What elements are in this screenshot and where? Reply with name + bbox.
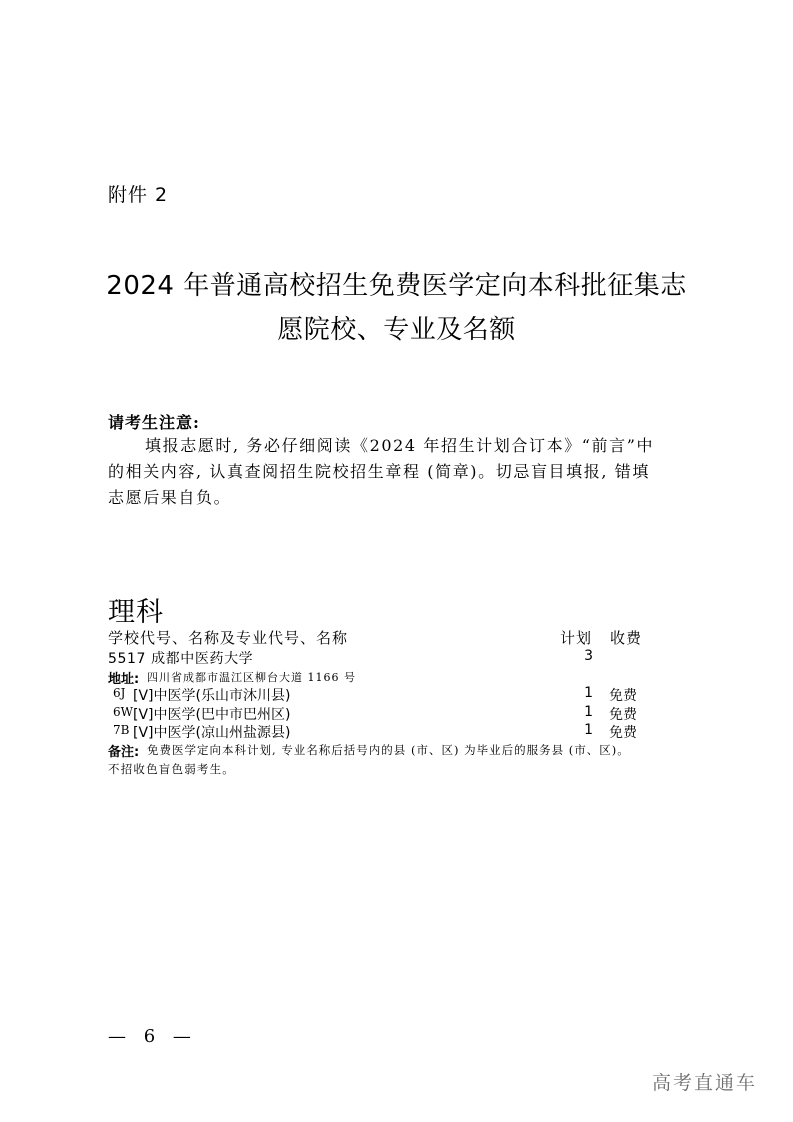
title-line-1: 2024 年普通高校招生免费医学定向本科批征集志 [106, 271, 687, 301]
notice-line-3: 志愿后果自负。 [108, 488, 232, 507]
address-text: 四川省成都市温江区柳台大道 1166 号 [147, 671, 356, 684]
major-name: [V]中医学(乐山市沐川县) [133, 688, 291, 704]
major-code: 7B [113, 723, 130, 737]
column-header-fee: 收费 [610, 629, 643, 647]
school-name: 5517 成都中医药大学 [108, 651, 254, 667]
major-code: 6W [113, 705, 133, 719]
column-header-plan: 计划 [560, 629, 593, 647]
major-plan: 1 [584, 685, 593, 701]
major-code: 6J [113, 686, 126, 700]
document-title [0, 264, 793, 352]
major-name: [V]中医学(巴中市巴州区) [133, 707, 291, 723]
attachment-label: 附件 2 [108, 184, 169, 206]
page-number: — 6 — [108, 1026, 197, 1047]
notice-body [108, 433, 698, 511]
major-fee: 免费 [609, 707, 637, 723]
note-text: 免费医学定向本科计划, 专业名称后括号内的县 (市、区) 为毕业后的服务县 (市、区)。 [147, 743, 630, 757]
column-header-school: 学校代号、名称及专业代号、名称 [108, 629, 349, 647]
section-title: 理科 [108, 597, 164, 628]
notice-line-1: 填报志愿时, 务必仔细阅读《2024 年招生计划合订本》“前言”中 [145, 436, 655, 455]
major-plan: 1 [584, 722, 593, 738]
title-line-2: 愿院校、专业及名额 [277, 315, 516, 345]
note-label: 备注: [108, 745, 140, 760]
major-name: [V]中医学(凉山州盐源县) [133, 725, 291, 741]
watermark: 高考直通车 [652, 1072, 758, 1094]
note-line-2: 不招收色盲色弱考生。 [108, 762, 235, 776]
major-fee: 免费 [609, 725, 637, 741]
notice-line-2: 的相关内容, 认真查阅招生院校招生章程 (简章)。切忌盲目填报, 错填 [108, 462, 650, 481]
major-fee: 免费 [609, 688, 637, 704]
address-label: 地址: [108, 672, 140, 687]
school-plan: 3 [584, 648, 593, 664]
notice-heading: 请考生注意: [108, 413, 200, 432]
major-plan: 1 [584, 704, 593, 720]
